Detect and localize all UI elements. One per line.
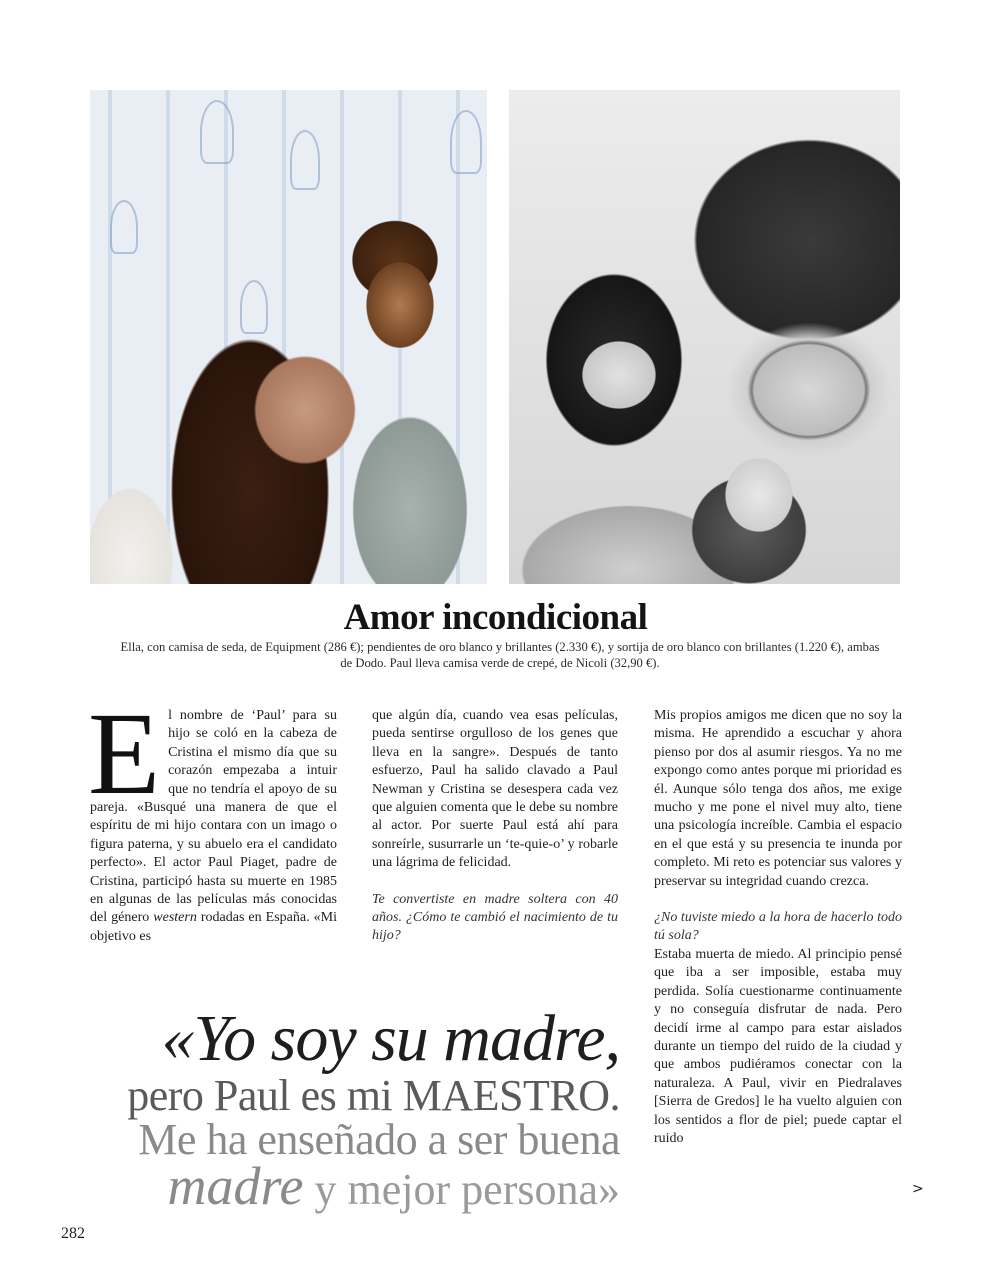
caption-title: Amor incondicional — [343, 597, 648, 638]
photo-mother-laughing-with-son — [509, 90, 900, 584]
interview-question: ¿No tuviste miedo a la hora de hacerlo todo tú sola? — [654, 910, 902, 944]
article-text: l nombre de ‘Paul’ para su hijo se coló en la cabeza de Cristina el mismo día que su corazón empezaba a intuir que no tendría el apoyo de su pareja. «Busqué una manera de que el espíritu de mi hijo contara con un imago o figura paterna, y su abuelo era el candidato perfecto». El actor Paul Piaget, padre de Cristina, participó hasta su muerte en 1985 en algunas de las películas más conocidas del género — [90, 708, 337, 926]
wallpaper-ornament — [240, 280, 268, 334]
pull-quote-line-4 — [60, 1156, 620, 1224]
article-emphasis: western — [153, 910, 197, 926]
wallpaper-ornament — [290, 130, 320, 190]
article-paragraph — [88, 688, 337, 946]
article-text: rodadas en España. «Mi objetivo es — [90, 910, 337, 944]
pull-quote-line-4-rest: y mejor persona» — [303, 1165, 620, 1214]
wallpaper-ornament — [450, 110, 482, 174]
caption-text: Ella, con camisa de seda, de Equipment (286 €); pendientes de oro blanco y brillantes (2.330 €), y sortija de oro blanco con brillantes (1.220 €), ambas de Dodo. Paul lleva camisa verde de crepé, de Nicoli (32,90 €). — [120, 640, 880, 670]
pull-quote-line-2: pero Paul es mi MAESTRO. — [127, 1071, 620, 1120]
continue-arrow-icon: > — [912, 1181, 924, 1197]
wallpaper-ornament — [110, 200, 138, 254]
article-column-2 — [372, 707, 618, 946]
page-number: 282 — [61, 1225, 85, 1242]
pull-quote-line-1: «Yo soy su madre, — [161, 1002, 620, 1075]
wallpaper-ornament — [200, 100, 234, 164]
drop-cap: E — [88, 688, 161, 819]
pull-quote — [60, 1002, 620, 1224]
pull-quote-line-3: Me ha enseñado a ser buena — [138, 1115, 620, 1164]
photo-mother-kissing-son — [90, 90, 487, 584]
article-column-3 — [654, 707, 902, 1148]
pull-quote-emphasis: madre — [167, 1156, 304, 1216]
article-paragraph: Estaba muerta de miedo. Al principio pensé que iba a ser imposible, estaba muy perdida. Solía cuestionarme continuamente y no conseguía disfrutar de nada. Pero decidí irme al campo para estar aislados durante un tiempo del ruido de la ciudad y que ambos pudiéramos conectar con la naturaleza. A Paul, vivir en Piedralaves [Sierra de Gredos] le ha vuelto alguien con los sentidos a flor de piel; puede captar el ruido — [654, 946, 902, 1146]
interview-question: Te convertiste en madre soltera con 40 años. ¿Cómo te cambió el nacimiento de tu hijo? — [372, 891, 618, 944]
article-paragraph: que algún día, cuando vea esas películas, pueda sentirse orgulloso de los genes que lleva en la sangre». Después de tanto esfuerzo, Paul ha salido clavado a Paul Newman y Cristina se desespera cada vez que alguien comenta que le debe su nombre al actor. Por suerte Paul está ahí para sonreírle, susurrarle un ‘te-quie-o’ y robarle una lágrima de felicidad. — [372, 708, 618, 871]
article-column-1 — [88, 688, 337, 946]
article-paragraph: Mis propios amigos me dicen que no soy la misma. He aprendido a escuchar y ahora pienso por dos al asumir riesgos. Ya no me expongo como antes porque mi prioridad es él. Aunque sólo tenga dos años, me exige mucho y me pone el nivel muy alto, tiene una psicología increíble. Cambia el espacio en el que está y su presencia te inunda por completo. Mi reto es potenciar sus valores y preservar su integridad cuando crezca. — [654, 708, 902, 889]
